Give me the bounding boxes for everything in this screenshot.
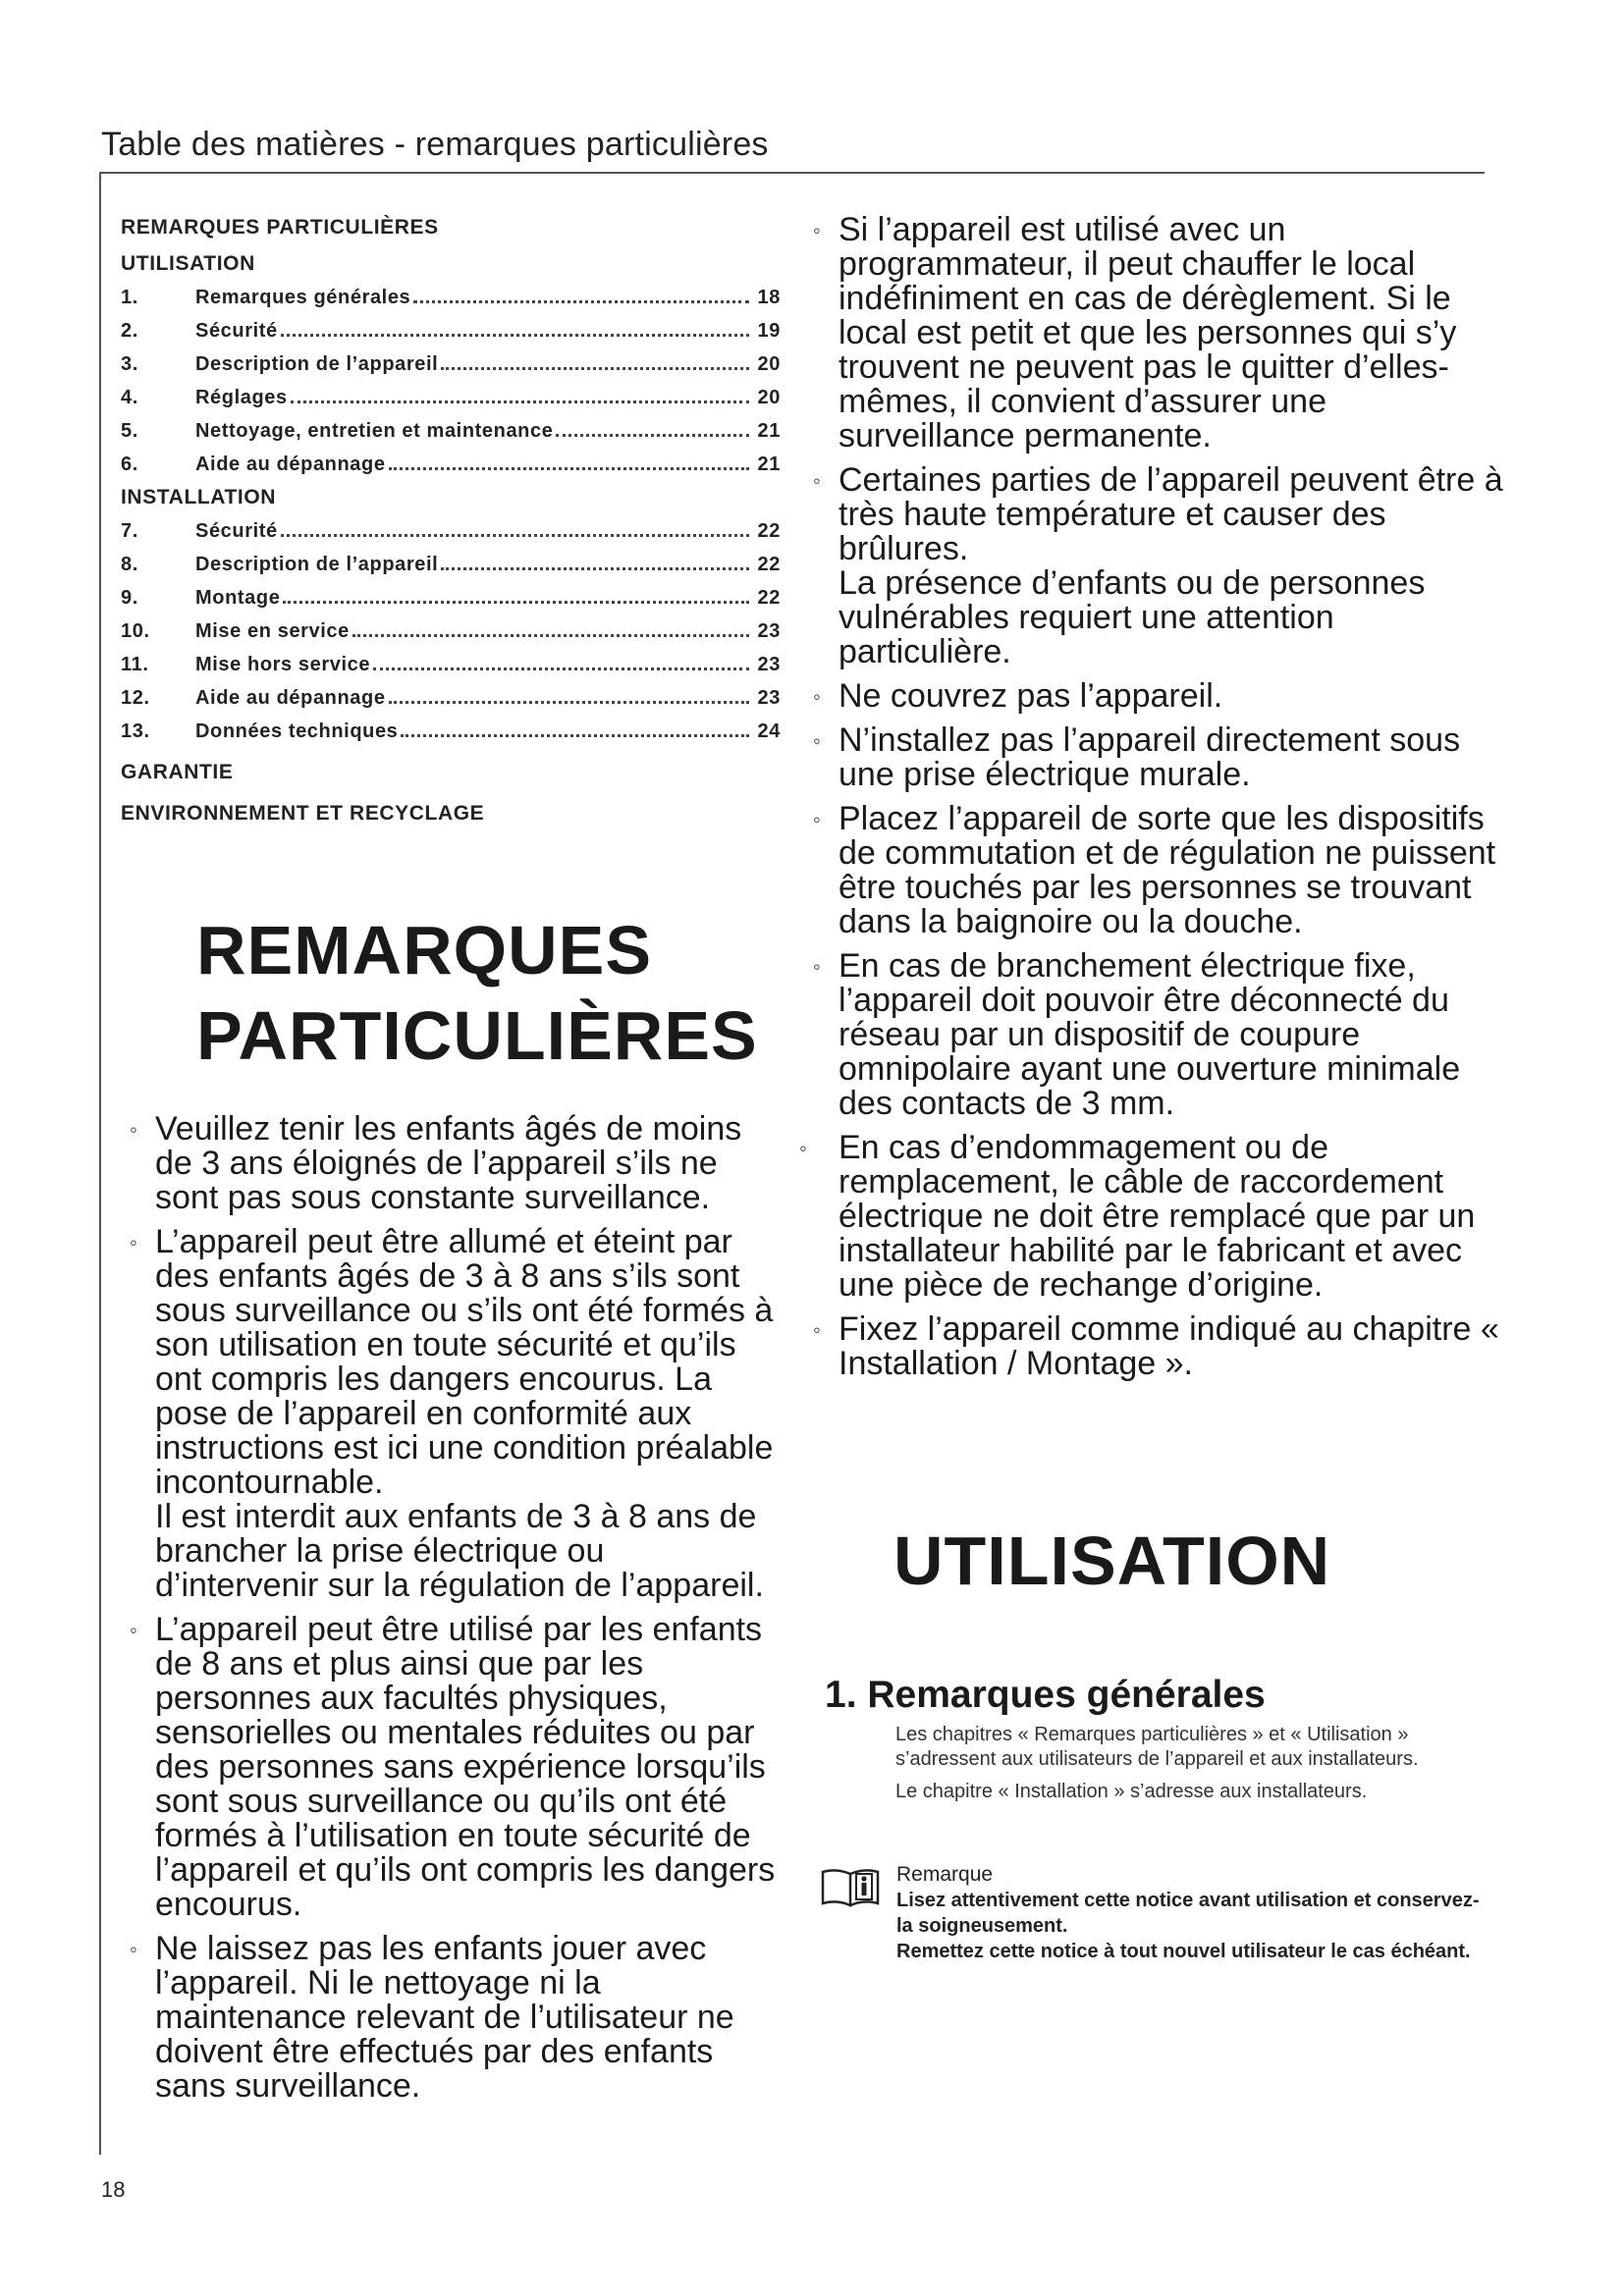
remark-item: ◦ En cas de branchement électrique fixe, l’appareil doit pouvoir être déconnecté du réseau par un dispositif de coupure omnipolaire ayant une ouverture minimale des contacts de 3 mm. [821, 949, 1508, 1121]
toc-dot-leader [283, 601, 749, 604]
remark-item: ◦ L’appareil peut être allumé et éteint par des enfants âgés de 3 à 8 ans s’ils sont sous surveillance ou s’ils ont été formés à son utilisation en toute sécurité et qu’ils ont compris les dangers encourus. La pose de l’appareil en conformité aux instructions est ici une condition préalable incontournable. Il est interdit aux enfants de 3 à 8 ans de brancher la prise électrique ou d’intervenir sur la régulation de l’appareil. [137, 1225, 776, 1603]
toc-dot-leader [413, 300, 749, 303]
section-body [895, 1723, 1485, 1812]
toc-dot-leader [401, 734, 749, 737]
toc-entry[interactable]: 13. Données techniques 24 [121, 721, 781, 742]
remark-item: ◦ Fixez l’appareil comme indiqué au chapitre « Installation / Montage ». [821, 1312, 1508, 1381]
toc-dot-leader [441, 567, 749, 570]
paragraph: Les chapitres « Remarques particulières » et « Utilisation » s’adressent aux utilisateurs de l’appareil et aux installateurs. [895, 1724, 1419, 1770]
remark-item: ◦ Placez l’appareil de sorte que les dispositifs de commutation et de régulation ne puissent être touchés par les personnes se trouvant dans la baignoire ou la douche. [821, 802, 1508, 939]
note-text [896, 1862, 1486, 1964]
toc-dot-leader [389, 467, 749, 470]
toc-entry[interactable]: 1. Remarques générales 18 [121, 287, 781, 308]
remark-item: ◦ Veuillez tenir les enfants âgés de moins de 3 ans éloignés de l’appareil s’ils ne sont pas sous constante surveillance. [137, 1112, 776, 1215]
remark-item: ◦ Ne laissez pas les enfants jouer avec l’appareil. Ni le nettoyage ni la maintenance relevant de l’utilisateur ne doivent être effectués par des enfants sans surveillance. [137, 1932, 776, 2104]
toc-section-heading: ENVIRONNEMENT ET RECYCLAGE [121, 802, 485, 825]
toc-section-heading: INSTALLATION [121, 486, 277, 508]
remarks-left-column [137, 1112, 776, 2113]
utilisation-title: UTILISATION [893, 1522, 1331, 1599]
remark-continuation: La présence d’enfants ou de personnes vulnérables requiert une attention particulière. [839, 564, 1426, 670]
toc-entry[interactable]: 11. Mise hors service 23 [121, 654, 781, 675]
page-number: 18 [101, 2177, 126, 2202]
header-divider [99, 172, 1485, 174]
toc-dot-leader [281, 534, 749, 537]
remarks-right-column [821, 213, 1508, 1391]
toc-entry[interactable]: 4. Réglages 20 [121, 387, 781, 408]
info-book-icon [820, 1868, 885, 1907]
note-title: Remarque [896, 1863, 994, 1886]
toc-entry[interactable]: 9. Montage 22 [121, 587, 781, 609]
note-bold-text: Lisez attentivement cette notice avant utilisation et conservez-la soigneusement. [896, 1890, 1480, 1937]
remark-item: ◦ En cas d’endommagement ou de remplacement, le câble de raccordement électrique ne doit être remplacé que par un installateur habilité par le fabricant et avec une pièce de rechange d’origine. [803, 1131, 1508, 1303]
table-of-contents [121, 211, 781, 830]
toc-dot-leader [291, 400, 749, 403]
toc-dot-leader [352, 634, 749, 637]
remarks-title-line1: REMARQUES [196, 912, 653, 988]
remark-item: ◦ Certaines parties de l’appareil peuvent être à très haute température et causer des brûlures. La présence d’enfants ou de personnes vulnérables requiert une attention particulière. [821, 463, 1508, 669]
toc-dot-leader [389, 701, 749, 704]
toc-entry[interactable]: 2. Sécurité 19 [121, 320, 781, 342]
toc-dot-leader [441, 367, 749, 370]
toc-entry[interactable]: 5. Nettoyage, entretien et maintenance 21 [121, 420, 781, 442]
remark-item: ◦ L’appareil peut être utilisé par les enfants de 8 ans et plus ainsi que par les personnes aux facultés physiques, sensorielles ou mentales réduites ou par des personnes sans expérience lorsqu’ils sont sous surveillance ou qu’ils ont été formés à l’utilisation en toute sécurité de l’appareil et qu’ils ont compris les dangers encourus. [137, 1613, 776, 1922]
remark-item: ◦ N’installez pas l’appareil directement sous une prise électrique murale. [821, 723, 1508, 792]
section-heading-remarques-generales: 1. Remarques générales [825, 1674, 1266, 1716]
toc-section-heading: GARANTIE [121, 761, 234, 783]
remark-item: ◦ Si l’appareil est utilisé avec un programmateur, il peut chauffer le local indéfiniment en cas de dérèglement. Si le local est petit et que les personnes qui s’y trouvent ne peuvent pas le quitter d’elles-mêmes, il convient d’assurer une surveillance permanente. [821, 213, 1508, 454]
toc-entry[interactable]: 3. Description de l’appareil 20 [121, 353, 781, 375]
toc-section-heading: REMARQUES PARTICULIÈRES [121, 216, 439, 239]
toc-dot-leader [556, 434, 749, 437]
page-header-title: Table des matières - remarques particulières [101, 126, 769, 163]
remarks-main-title [196, 908, 805, 1079]
note-bold-text: Remettez cette notice à tout nouvel utilisateur le cas échéant. [896, 1941, 1471, 1962]
toc-dot-leader [281, 334, 749, 337]
remark-continuation: Il est interdit aux enfants de 3 à 8 ans de brancher la prise électrique ou d’intervenir sur la régulation de l’appareil. [155, 1498, 764, 1604]
toc-entry[interactable]: 8. Description de l’appareil 22 [121, 554, 781, 575]
toc-entry[interactable]: 7. Sécurité 22 [121, 520, 781, 542]
paragraph: Le chapitre « Installation » s’adresse aux installateurs. [895, 1781, 1368, 1802]
left-margin-rule [99, 172, 101, 2155]
toc-entry[interactable]: 12. Aide au dépannage 23 [121, 687, 781, 709]
toc-dot-leader [373, 667, 749, 670]
toc-entry[interactable]: 6. Aide au dépannage 21 [121, 454, 781, 475]
toc-entry[interactable]: 10. Mise en service 23 [121, 620, 781, 642]
remark-item: ◦ Ne couvrez pas l’appareil. [821, 679, 1508, 714]
toc-section-heading: UTILISATION [121, 252, 255, 275]
remarks-title-line2: PARTICULIÈRES [196, 997, 758, 1074]
